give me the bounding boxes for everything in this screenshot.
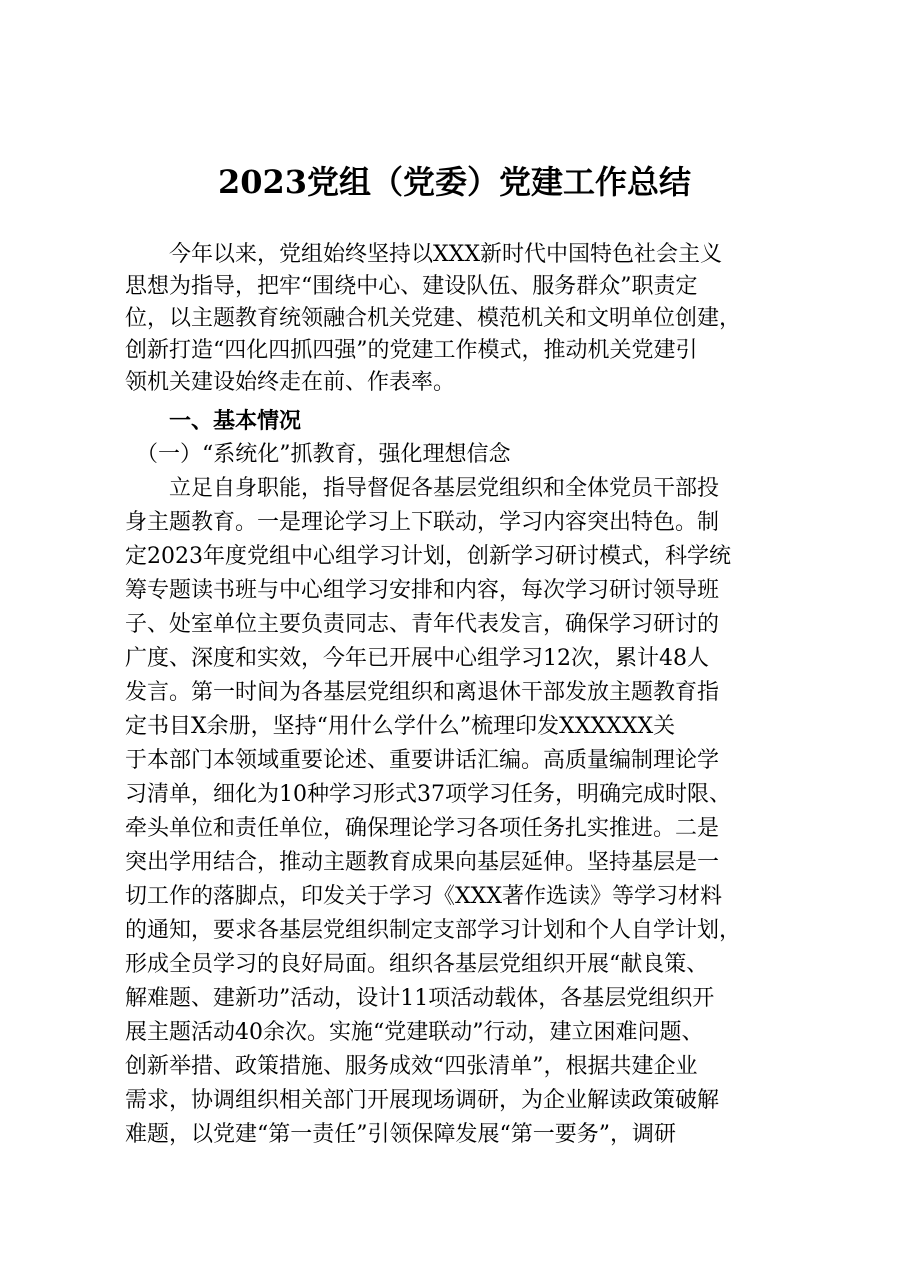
body-line: 创新打造“四化四抓四强”的党建工作模式，推动机关党建引	[125, 338, 698, 363]
body-line: 习清单，细化为10种学习形式37项学习任务，明确完成时限、	[125, 782, 731, 807]
body-line: 形成全员学习的良好局面。组织各基层党组织开展“献良策、	[125, 952, 709, 977]
body-line: 突出学用结合，推动主题教育成果向基层延伸。坚持基层是一	[125, 850, 720, 875]
body-line: 筹专题读书班与中心组学习安排和内容，每次学习研讨领导班	[125, 578, 720, 603]
body-line: 思想为指导，把牢“围绕中心、建设队伍、服务群众”职责定	[125, 274, 698, 299]
body-line: 立足自身职能，指导督促各基层党组织和全体党员干部投	[125, 476, 720, 501]
body-line: 需求，协调组织相关部门开展现场调研，为企业解读政策破解	[125, 1088, 720, 1113]
body-line: 定书目X余册，坚持“用什么学什么”梳理印发XXXXXX关	[125, 714, 676, 739]
body-line: 今年以来，党组始终坚持以XXX新时代中国特色社会主义	[125, 242, 722, 267]
body-line: 创新举措、政策措施、服务成效“四张清单”，根据共建企业	[125, 1054, 698, 1079]
body-line: 子、处室单位主要负责同志、青年代表发言，确保学习研讨的	[125, 612, 720, 637]
body-line: 牵头单位和责任单位，确保理论学习各项任务扎实推进。二是	[125, 816, 720, 841]
body-line: 位，以主题教育统领融合机关党建、模范机关和文明单位创建，	[125, 306, 742, 331]
document-title: 2023党组（党委）党建工作总结	[217, 163, 692, 201]
body-line: 展主题活动40余次。实施“党建联动”行动，建立困难问题、	[125, 1020, 704, 1045]
body-line: 解难题、建新功”活动，设计11项活动载体，各基层党组织开	[125, 986, 715, 1011]
body-line: 发言。第一时间为各基层党组织和离退休干部发放主题教育指	[125, 680, 720, 705]
body-line: 定2023年度党组中心组学习计划，创新学习研讨模式，科学统	[125, 544, 731, 569]
body-line: 于本部门本领域重要论述、重要讲话汇编。高质量编制理论学	[125, 748, 720, 773]
body-line: 领机关建设始终走在前、作表率。	[125, 370, 456, 395]
section-heading: 一、基本情况	[125, 408, 302, 434]
body-line: 切工作的落脚点，印发关于学习《XXX著作选读》等学习材料	[125, 884, 722, 909]
subsection-heading: （一）“系统化”抓教育，强化理想信念	[125, 442, 511, 467]
body-line: 的通知，要求各基层党组织制定支部学习计划和个人自学计划，	[125, 918, 742, 943]
body-line: 难题，以党建“第一责任”引领保障发展“第一要务”，调研	[125, 1122, 676, 1147]
body-line: 广度、深度和实效，今年已开展中心组学习12次，累计48人	[125, 646, 709, 671]
body-line: 身主题教育。一是理论学习上下联动，学习内容突出特色。制	[125, 510, 720, 535]
